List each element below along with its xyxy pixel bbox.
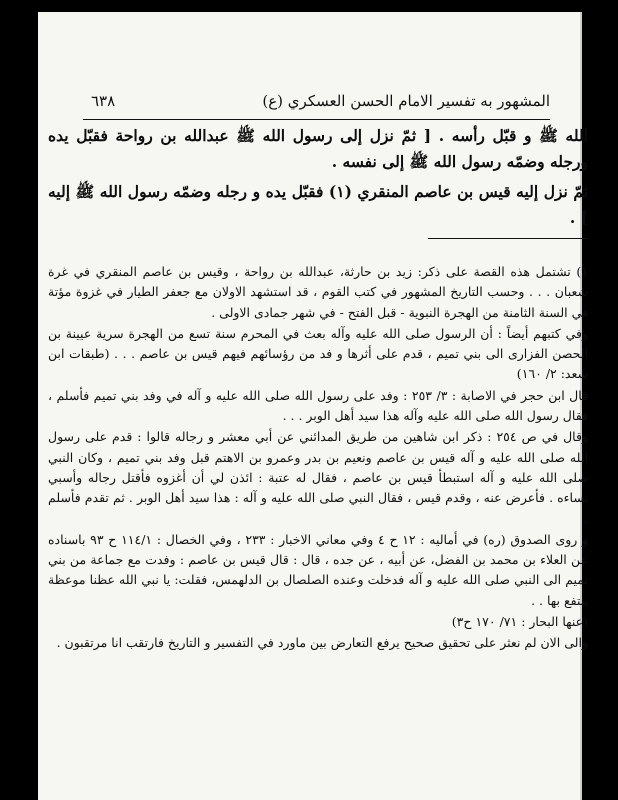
page-number: ٦٣٨ <box>91 92 116 110</box>
footnote-paragraph-2: وفي كتبهم أيضاً : أن الرسول صلى الله عليه وآله بعث في المحرم سنة تسع من الهجرة سرية عيينة بن الحصن الفزارى الى بني تميم ، قدم على أثرها و فد من رؤسائهم فيهم قيس بن عاصم . . . (طبقات ابن سعد: ٢/ ١٦٠) <box>48 325 588 382</box>
main-text <box>48 123 588 235</box>
running-title: المشهور به تفسير الامام الحسن العسكري (ع) <box>262 92 550 110</box>
footnote-paragraph-1: ١) تشتمل هذه القصة على ذكر: زيد بن حارثة، عبدالله بن رواحة ، وقيس بن عاصم المنقري في غرة شعبان . . . وحسب التاريخ المشهور في كتب القوم ، قد استشهد الاولان مع جعفر الطيار في غزوة مؤتة في السنة الثامنة من الهجرة النبوية - قبل الفتح - في شهر جمادى الاولى . <box>48 264 588 320</box>
footnote-paragraph-6: (عنها البحار : ٧١/ ١٧٠ ح٣) <box>451 614 588 630</box>
footnote-separator <box>428 238 588 239</box>
main-paragraph-1: الله ﷺ و قبّل رأسه . [ ثمّ نزل إلى رسول الله ﷺ عبدالله بن رواحة فقبّل يده ورجله وضمّه رسول الله ﷺ إلى نفسه . <box>48 126 588 171</box>
footnote-paragraph-5: و روى الصدوق (ره) في أماليه : ١٢ ح ٤ وفي معاني الاخبار : ٢٣٣ ، وفي الخصال : ١١٤/١ ح ٩٣ باسناده عن العلاء بن محمد بن الفضل، عن أبيه ، عن جده ، قال : قال قيس بن عاصم : وفدت مع جماعة من بني تميم الى النبي صلى الله عليه و آله فدخلت وعنده الصلصال بن الدلهمس، فقلت: يا نبي الله عظنا موعظة ننتفع بها . . <box>48 531 589 608</box>
footnotes <box>48 262 588 655</box>
main-paragraph-2: ثمّ نزل إليه قيس بن عاصم المنقري (١) فقبّل يده و رجله وضمّه رسول الله ﷺ إليه ] . <box>48 182 589 227</box>
header-rule <box>83 119 550 120</box>
footnote-paragraph-4: وقال في ص ٢٥٤ : ذكر ابن شاهين من طريق المدائني عن أبي معشر و رجاله قالوا : قدم على رسول الله صلى الله عليه و آله قيس بن عاصم ونعيم بن بدر وعمرو بن الاهتم قبل وفد بني تميم ، وكان النبي صلى الله عليه و آله استبطأ قيس بن عاصم ، فقال له عتبة : ائذن لي أن أغزوه فأقتل رجاله وأسبي نساءه . فأعرض عنه ، وقدم قيس ، فقال النبي صلى الله عليه و آله : هذا سيد أهل الوبر . ثم تقدم فأسلم . <box>48 429 588 526</box>
footnote-paragraph-7: والى الان لم نعثر على تحقيق صحيح يرفع التعارض بين ماورد في التفسير و التاريخ فارتقب انا مرتقبون . <box>56 635 588 651</box>
page-header <box>83 72 550 120</box>
footnote-paragraph-3: قال ابن حجر في الاصابة : ٣/ ٢٥٣ : وفد على رسول الله صلى الله عليه و آله في وفد بني تميم فأسلم ، فقال رسول الله صلى الله عليه وآله هذا سيد أهل الوبر . . . <box>48 387 588 424</box>
